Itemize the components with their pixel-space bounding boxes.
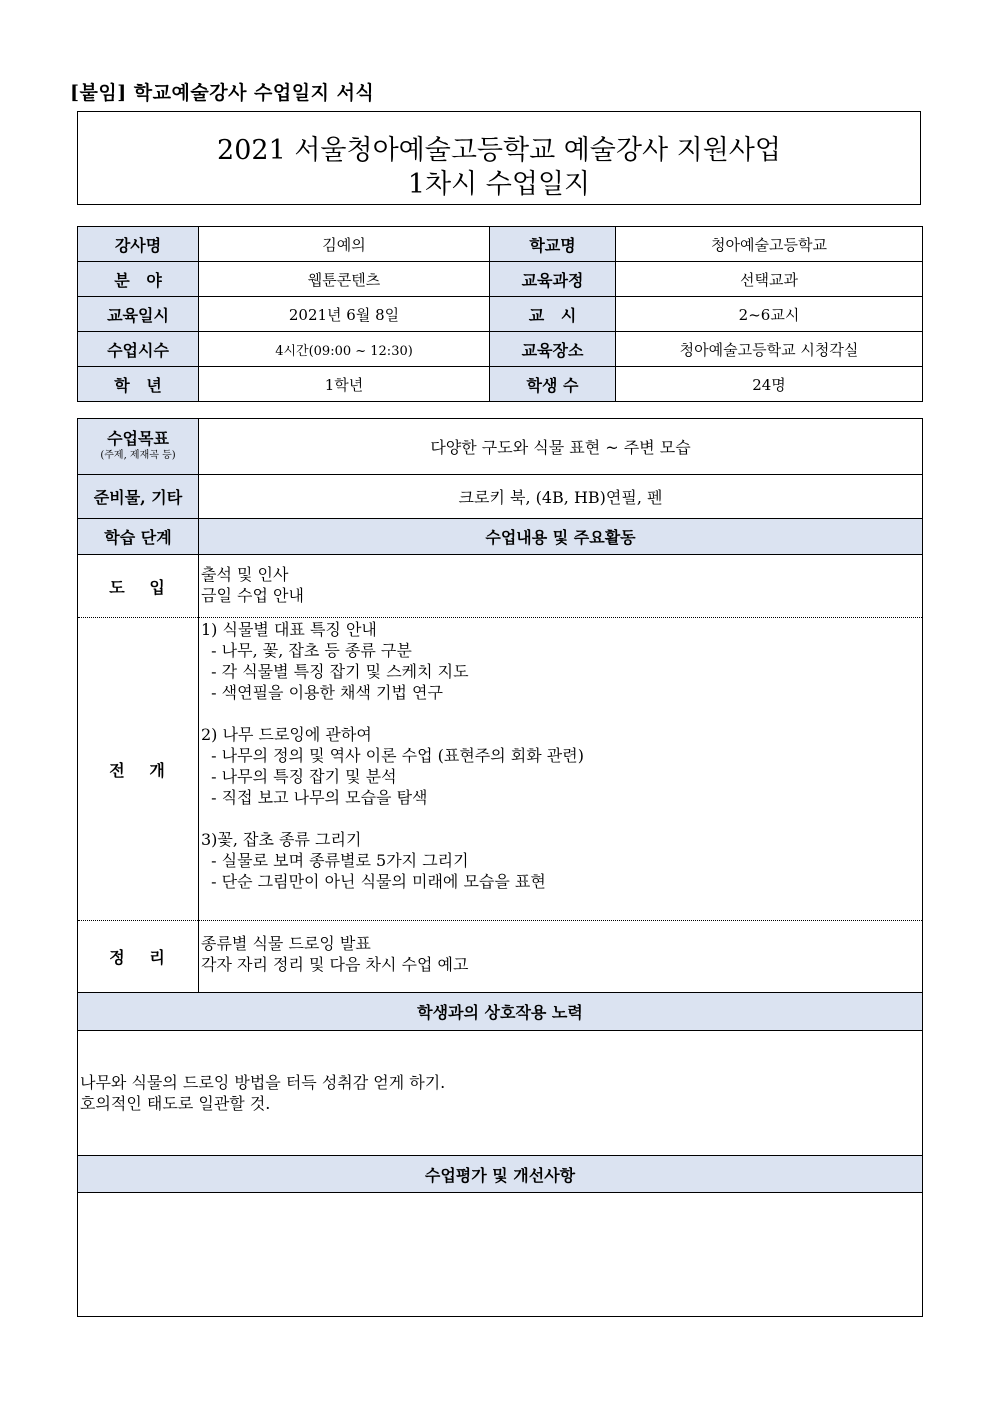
field-value: 웹툰콘텐츠	[199, 262, 490, 297]
evaluation-content[interactable]	[78, 1193, 923, 1317]
table-row	[78, 519, 923, 555]
grade-label: 학 년	[78, 367, 199, 402]
students-label: 학생 수	[490, 367, 616, 402]
table-row	[78, 475, 923, 519]
evaluation-header: 수업평가 및 개선사항	[78, 1156, 923, 1193]
school-value: 청아예술고등학교	[616, 227, 923, 262]
title-box	[77, 111, 921, 205]
table-row	[78, 618, 923, 921]
period-value: 2~6교시	[616, 297, 923, 332]
lesson-table	[77, 418, 923, 1317]
stage-header: 학습 단계	[78, 519, 199, 555]
attachment-label: [붙임] 학교예술강사 수업일지 서식	[70, 82, 375, 104]
curriculum-value: 선택교과	[616, 262, 923, 297]
interaction-header: 학생과의 상호작용 노력	[78, 993, 923, 1031]
goal-value: 다양한 구도와 식물 표현 ~ 주변 모습	[199, 419, 923, 475]
intro-label: 도 입	[78, 555, 199, 618]
table-row	[78, 297, 923, 332]
hours-label: 수업시수	[78, 332, 199, 367]
school-label: 학교명	[490, 227, 616, 262]
table-row	[78, 1156, 923, 1193]
wrap-content: 종류별 식물 드로잉 발표 각자 자리 정리 및 다음 차시 수업 예고	[199, 921, 923, 993]
goal-label-cell	[78, 419, 199, 475]
table-row	[78, 367, 923, 402]
instructor-value: 김예의	[199, 227, 490, 262]
develop-content: 1) 식물별 대표 특징 안내 - 나무, 꽃, 잡초 등 종류 구분 - 각 식물별 특징 잡기 및 스케치 지도 - 색연필을 이용한 채색 기법 연구 2) 나무 드로잉에 관하여 - 나무의 정의 및 역사 이론 수업 (표현주의 회화 관련) - 나무의 특징 잡기 및 분석 - 직접 보고 나무의 모습을 탐색 3)꽃, 잡초 종류 그리기 - 실물로 보며 종류별로 5가지 그리기 - 단순 그림만이 아닌 식물의 미래에 모습을 표현	[199, 618, 923, 921]
content-header: 수업내용 및 주요활동	[199, 519, 923, 555]
students-value: 24명	[616, 367, 923, 402]
table-row	[78, 332, 923, 367]
goal-sublabel: (주제, 제재곡 등)	[100, 449, 176, 461]
instructor-label: 강사명	[78, 227, 199, 262]
table-row	[78, 419, 923, 475]
table-row	[78, 1193, 923, 1317]
table-row	[78, 262, 923, 297]
date-label: 교육일시	[78, 297, 199, 332]
date-value: 2021년 6월 8일	[199, 297, 490, 332]
place-value: 청아예술고등학교 시청각실	[616, 332, 923, 367]
curriculum-label: 교육과정	[490, 262, 616, 297]
materials-label: 준비물, 기타	[78, 475, 199, 519]
hours-value: 4시간(09:00 ~ 12:30)	[199, 332, 490, 367]
title-line1: 2021 서울청아예술고등학교 예술강사 지원사업	[217, 135, 781, 166]
table-row	[78, 1031, 923, 1156]
table-row	[78, 555, 923, 618]
table-row	[78, 921, 923, 993]
grade-value: 1학년	[199, 367, 490, 402]
table-row	[78, 227, 923, 262]
goal-label: 수업목표	[107, 428, 169, 448]
period-label: 교 시	[490, 297, 616, 332]
table-row	[78, 993, 923, 1031]
place-label: 교육장소	[490, 332, 616, 367]
develop-label: 전 개	[78, 618, 199, 921]
intro-content: 출석 및 인사 금일 수업 안내	[199, 555, 923, 618]
field-label: 분 야	[78, 262, 199, 297]
materials-value: 크로키 북, (4B, HB)연필, 펜	[199, 475, 923, 519]
interaction-content: 나무와 식물의 드로잉 방법을 터득 성취감 얻게 하기. 호의적인 태도로 일관할 것.	[78, 1031, 923, 1156]
wrap-label: 정 리	[78, 921, 199, 993]
title-line2: 1차시 수업일지	[407, 169, 591, 200]
info-table	[77, 226, 923, 402]
